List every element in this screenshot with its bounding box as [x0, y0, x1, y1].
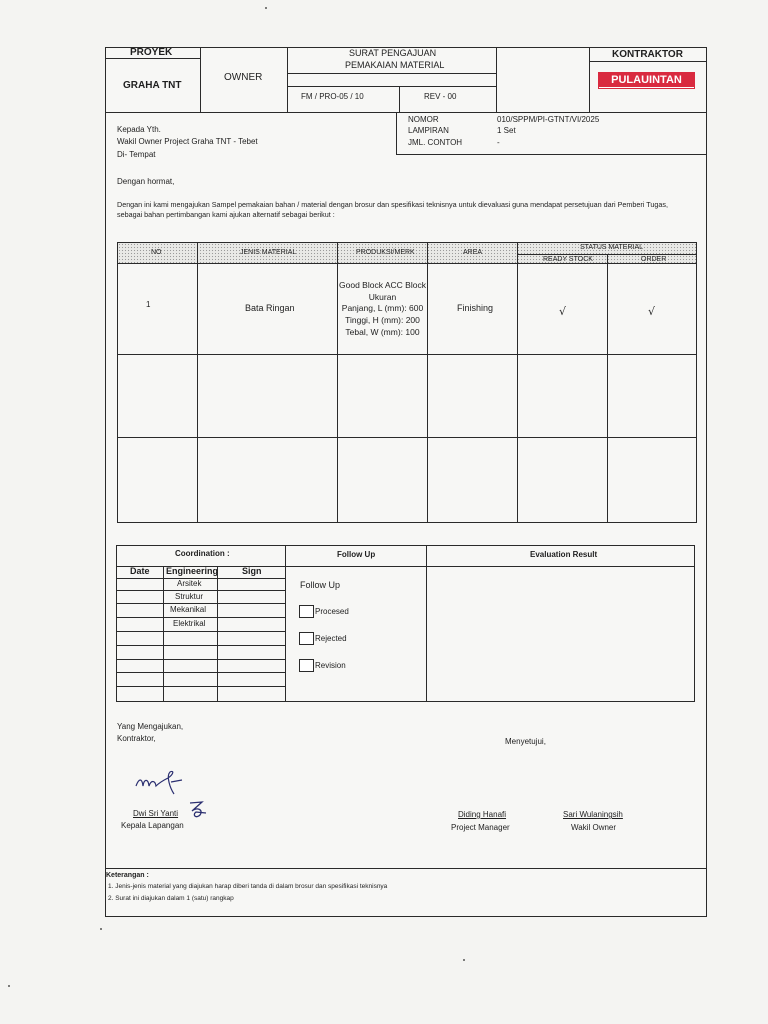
form-code: FM / PRO-05 / 10 — [301, 92, 364, 101]
produk-line: Tebal, W (mm): 100 — [345, 326, 420, 337]
discipline-elektrikal: Elektrikal — [173, 619, 206, 628]
discipline-mekanikal: Mekanikal — [170, 605, 207, 614]
pm-role: Project Manager — [451, 823, 510, 832]
row1-order-check: √ — [648, 305, 656, 318]
owner-role: Wakil Owner — [571, 823, 617, 832]
scan-speck — [463, 959, 465, 961]
sign-col-header: Sign — [242, 566, 262, 576]
nomor-label: NOMOR — [408, 115, 439, 124]
proyek-value: GRAHA TNT — [123, 80, 182, 91]
owner-name: Sari Wulaningsih — [563, 810, 623, 819]
initial-signature — [186, 799, 210, 821]
procesed-label: Procesed — [315, 607, 349, 616]
title-line1: SURAT PENGAJUAN — [349, 48, 437, 58]
produk-line: Panjang, L (mm): 600 — [341, 303, 424, 314]
rejected-label: Rejected — [315, 634, 347, 643]
rejected-checkbox[interactable] — [299, 632, 314, 645]
submitter-name: Dwi Sri Yanti — [133, 809, 179, 818]
discipline-struktur: Struktur — [175, 592, 204, 601]
lampiran-label: LAMPIRAN — [408, 126, 449, 135]
produk-line: Tinggi, H (mm): 200 — [345, 315, 420, 326]
approve-label: Menyetujui, — [505, 737, 546, 746]
contoh-value: - — [497, 138, 500, 147]
header-ready: READY STOCK — [543, 256, 593, 263]
row1-jenis: Bata Ringan — [245, 303, 295, 313]
header-produk: PRODUKSI/MERK — [356, 249, 415, 256]
row1-produk — [338, 280, 427, 339]
recipient-line2: Wakil Owner Project Graha TNT - Tebet — [117, 137, 258, 146]
discipline-arsitek: Arsitek — [177, 579, 202, 588]
produk-line: Good Block ACC Block — [339, 280, 426, 290]
scan-speck — [265, 7, 267, 9]
notes-title: Keterangan : — [106, 872, 149, 879]
recipient-line3: Di- Tempat — [117, 150, 156, 159]
scan-speck — [8, 985, 10, 987]
lampiran-value: 1 Set — [497, 126, 516, 135]
header-area: AREA — [463, 249, 483, 256]
row1-no: 1 — [146, 300, 151, 309]
header-order: ORDER — [641, 256, 667, 263]
produk-line: Ukuran — [368, 291, 397, 302]
submitter-line2: Kontraktor, — [117, 734, 156, 743]
handwritten-signature — [130, 764, 190, 802]
revision: REV - 00 — [424, 92, 457, 101]
evaluation-header: Evaluation Result — [530, 550, 598, 559]
paragraph-line1: Dengan ini kami mengajukan Sampel pemakaian bahan / material dengan brosur dan spesifikasi teknisnya untuk dievaluasi guna mendapat persetujuan dari Pemberi Tugas, — [117, 200, 668, 209]
proyek-label: PROYEK — [130, 47, 173, 58]
greeting: Dengan hormat, — [117, 177, 175, 186]
procesed-checkbox[interactable] — [299, 605, 314, 618]
nomor-value: 010/SPPM/PI-GTNT/VI/2025 — [497, 115, 600, 124]
pm-name: Diding Hanafi — [458, 810, 507, 819]
logo-text: PULAUINTAN — [599, 73, 694, 87]
revision-checkbox[interactable] — [299, 659, 314, 672]
owner-label: OWNER — [224, 72, 263, 83]
follow-up-header: Follow Up — [337, 550, 376, 559]
scan-speck — [100, 928, 102, 930]
date-col-header: Date — [130, 566, 150, 576]
contoh-label: JML. CONTOH — [408, 138, 463, 147]
coordination-title: Coordination : — [175, 549, 230, 558]
recipient-line1: Kepada Yth. — [117, 125, 161, 134]
submitter-role: Kepala Lapangan — [121, 821, 184, 830]
row1-ready-check: √ — [559, 305, 567, 318]
title-line2: PEMAKAIAN MATERIAL — [345, 60, 445, 70]
submitter-line1: Yang Mengajukan, — [117, 722, 184, 731]
engineering-col-header: Engineering — [166, 566, 219, 576]
follow-up-label: Follow Up — [300, 580, 341, 590]
row1-area: Finishing — [457, 303, 494, 313]
note-item: 1. Jenis-jenis material yang diajukan harap diberi tanda di dalam brosur dan spesifikasi teknisnya — [108, 883, 388, 890]
revision-label: Revision — [315, 661, 346, 670]
note-item: 2. Surat ini diajukan dalam 1 (satu) rangkap — [108, 895, 234, 902]
header-jenis: JENIS MATERIAL — [240, 249, 297, 256]
kontraktor-label: KONTRAKTOR — [612, 49, 683, 60]
pulauintan-logo — [598, 72, 695, 89]
paragraph-line2: sebagai bahan pertimbangan kami ajukan alternatif sebagai berikut : — [117, 210, 335, 219]
header-status: STATUS MATERIAL — [580, 244, 644, 251]
header-no: NO — [151, 249, 162, 256]
